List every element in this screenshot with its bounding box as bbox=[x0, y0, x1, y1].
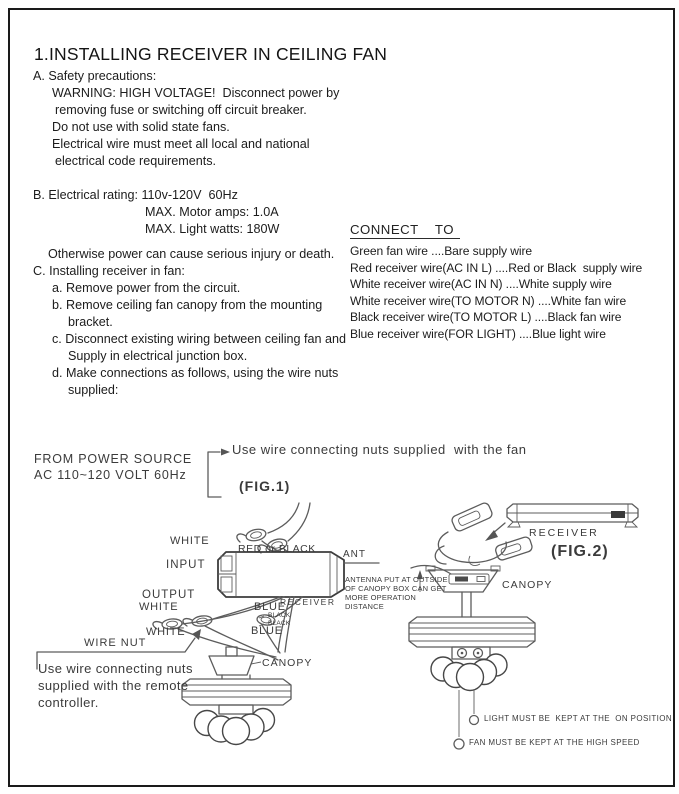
section-a-line: electrical code requirements. bbox=[55, 154, 216, 168]
power-source-label-line2: AC 110~120 VOLT 60Hz bbox=[34, 468, 187, 482]
connect-row: White receiver wire(TO MOTOR N) ....White fan wire bbox=[350, 293, 627, 308]
connect-row: White receiver wire(AC IN N) ....White supply wire bbox=[350, 277, 612, 291]
section-a-line: WARNING: HIGH VOLTAGE! Disconnect power by bbox=[52, 86, 340, 100]
black-wire-label-2: BLACK bbox=[268, 620, 291, 627]
wire-nut-label: WIRE NUT bbox=[84, 637, 147, 649]
remote-nuts-note-line2: supplied with the remote bbox=[38, 678, 189, 693]
section-b-line: MAX. Light watts: 180W bbox=[145, 222, 280, 236]
antenna-note-line3: MORE OPERATION bbox=[345, 593, 416, 602]
remote-nuts-note-line3: controller. bbox=[38, 695, 99, 710]
fan-nuts-note: Use wire connecting nuts supplied with the fan bbox=[232, 442, 527, 457]
fig2-fan-drawing bbox=[409, 592, 535, 749]
section-c-heading: C. Installing receiver in fan: bbox=[33, 264, 185, 278]
red-or-black-label: RED or BLACK bbox=[238, 543, 316, 555]
section-c-step: bracket. bbox=[68, 315, 113, 329]
connect-row: Blue receiver wire(FOR LIGHT) ....Blue light wire bbox=[350, 326, 606, 341]
antenna-label: ANT bbox=[343, 549, 366, 560]
section-c-step: c. Disconnect existing wiring between ceiling fan and bbox=[52, 332, 347, 346]
white-output-label: WHITE bbox=[139, 601, 179, 613]
section-a-line: Electrical wire must meet all local and national bbox=[52, 137, 310, 151]
connect-row: Green fan wire ....Bare supply wire bbox=[350, 244, 533, 258]
section-c-step: d. Make connections as follows, using the wire nuts bbox=[52, 366, 339, 380]
section-c-step: Supply in electrical junction box. bbox=[68, 349, 248, 363]
connect-row: Red receiver wire(AC IN L) ....Red or Black supply wire bbox=[350, 260, 643, 275]
output-label: OUTPUT bbox=[142, 589, 196, 601]
fig1-bracket-arrow bbox=[208, 449, 230, 498]
section-b-line: MAX. Motor amps: 1.0A bbox=[145, 205, 279, 219]
antenna-note-line2: OF CANOPY BOX CAN GET bbox=[345, 584, 447, 593]
fig2-caption: (FIG.2) bbox=[551, 543, 609, 560]
white-input-label: WHITE bbox=[170, 535, 210, 547]
fan-chain-note: FAN MUST BE KEPT AT THE HIGH SPEED bbox=[469, 738, 640, 747]
fig1-receiver-label: RECEIVER bbox=[280, 597, 336, 607]
blue-light-label: BLUE bbox=[251, 625, 283, 637]
section-a-heading: A. Safety precautions: bbox=[33, 69, 157, 83]
section-a-line: removing fuse or switching off circuit breaker. bbox=[55, 103, 307, 117]
remote-nuts-note-line1: Use wire connecting nuts bbox=[38, 661, 193, 676]
section-c-step: supplied: bbox=[68, 383, 119, 397]
light-chain-note: LIGHT MUST BE KEPT AT THE ON POSITION bbox=[484, 714, 673, 723]
fig1-canopy-label: CANOPY bbox=[262, 657, 313, 669]
section-c-step: b. Remove ceiling fan canopy from the mounting bbox=[52, 298, 323, 312]
fig1-caption: (FIG.1) bbox=[239, 478, 291, 494]
black-wire-label-1: BLACK bbox=[268, 612, 291, 619]
section-c-warning: Otherwise power can cause serious injury or death. bbox=[48, 247, 335, 261]
antenna-note-line4: DISTANCE bbox=[345, 602, 384, 611]
connect-to-heading: CONNECT TO bbox=[350, 222, 460, 239]
fig2-canopy-label: CANOPY bbox=[502, 579, 553, 591]
section-a-line: Do not use with solid state fans. bbox=[52, 120, 230, 134]
page-title: 1.INSTALLING RECEIVER IN CEILING FAN bbox=[34, 44, 388, 64]
fig2-mounting-bracket-drawing bbox=[435, 502, 533, 566]
white-fan-label: WHITE bbox=[146, 626, 186, 638]
power-source-label-line1: FROM POWER SOURCE bbox=[34, 452, 193, 466]
antenna-note-line1: ANTENNA PUT AT OUTSIDE bbox=[345, 575, 448, 584]
section-c-step: a. Remove power from the circuit. bbox=[52, 281, 241, 295]
blue-output-label: BLUE bbox=[254, 601, 286, 613]
input-label: INPUT bbox=[166, 559, 206, 571]
fig2-receiver-label: RECEIVER bbox=[529, 527, 599, 539]
section-b-heading: B. Electrical rating: 110v-120V 60Hz bbox=[33, 188, 238, 202]
connect-row: Black receiver wire(TO MOTOR L) ....Black fan wire bbox=[350, 310, 622, 324]
